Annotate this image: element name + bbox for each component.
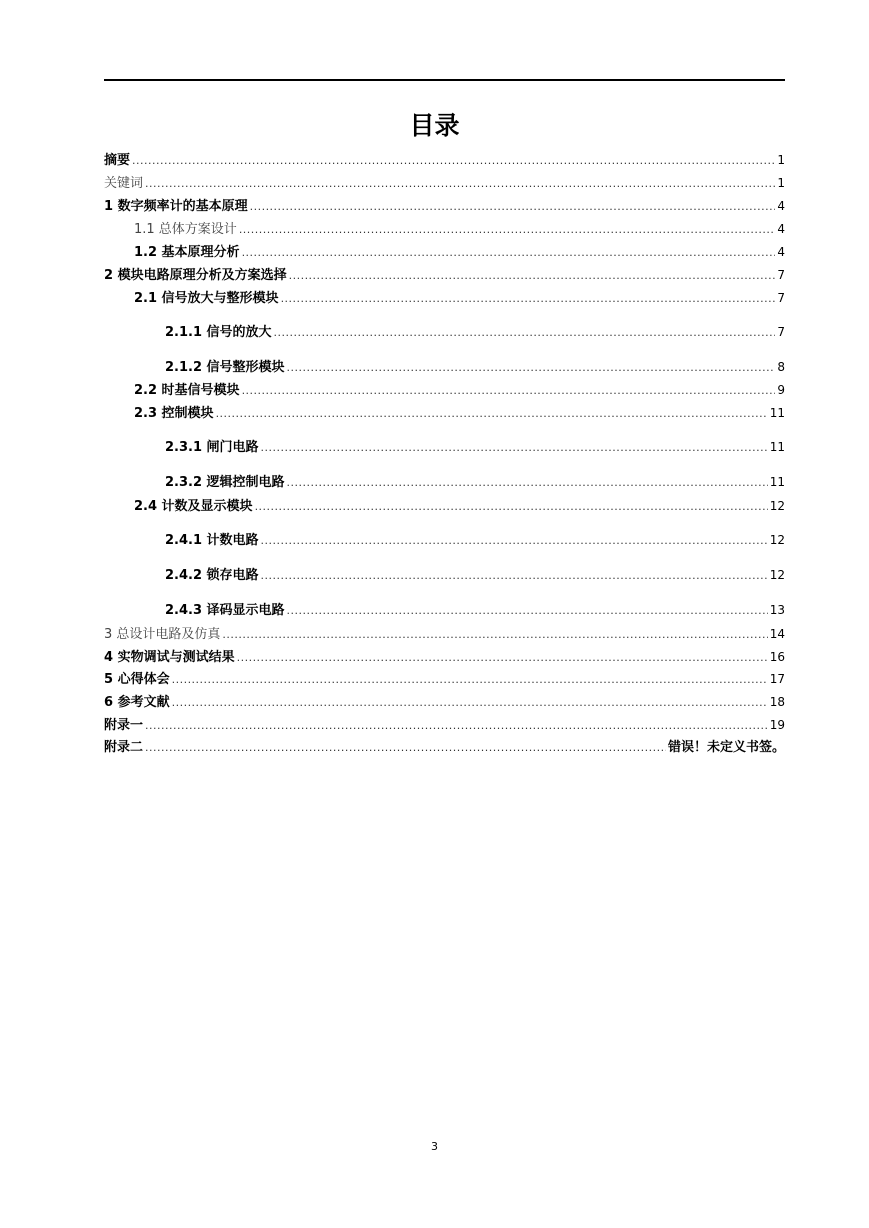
toc-leader-dots xyxy=(172,694,768,712)
toc-entry-page: 1 xyxy=(777,153,785,167)
toc-entry-label: 附录二 xyxy=(104,740,144,755)
toc-entry-label: 关键词 xyxy=(104,176,144,191)
toc-entry-label: 2.1 信号放大与整形模块 xyxy=(134,291,279,306)
toc-leader-dots xyxy=(255,498,768,516)
toc-entry-label: 2.1.1 信号的放大 xyxy=(165,325,272,340)
toc-entry-2-3[interactable] xyxy=(134,404,785,423)
toc-entry-label: 6 参考文献 xyxy=(104,695,170,710)
toc-entry-2-1[interactable] xyxy=(134,289,785,308)
toc-entry-label: 2 模块电路原理分析及方案选择 xyxy=(104,268,287,283)
toc-leader-dots xyxy=(242,244,776,262)
toc-leader-dots xyxy=(261,567,768,585)
toc-leader-dots xyxy=(145,717,768,735)
toc-entry-page: 9 xyxy=(777,383,785,397)
toc-entry-label: 2.4.1 计数电路 xyxy=(165,533,259,548)
toc-entry-2-3-2[interactable] xyxy=(165,473,785,492)
toc-entry-page: 11 xyxy=(769,475,785,489)
toc-entry-page: 4 xyxy=(777,245,785,259)
toc-entry-label: 2.2 时基信号模块 xyxy=(134,383,240,398)
toc-entry-ch2[interactable] xyxy=(104,266,785,285)
toc-entry-2-4[interactable] xyxy=(134,497,785,516)
toc-entry-page: 4 xyxy=(777,199,785,213)
header-rule xyxy=(104,79,785,81)
toc-entry-page: 14 xyxy=(769,627,785,641)
toc-entry-label: 3 总设计电路及仿真 xyxy=(104,627,221,642)
toc-entry-page: 11 xyxy=(769,406,785,420)
toc-entry-label: 2.4.3 译码显示电路 xyxy=(165,603,285,618)
toc-entry-label: 附录一 xyxy=(104,718,144,733)
toc-entry-2-4-3[interactable] xyxy=(165,601,785,620)
toc-entry-page: 7 xyxy=(777,291,785,305)
toc-entry-page: 8 xyxy=(777,360,785,374)
toc-entry-page: 7 xyxy=(777,325,785,339)
toc-entry-page: 1 xyxy=(777,176,785,190)
toc-entry-page: 12 xyxy=(769,533,785,547)
toc-entry-page: 16 xyxy=(769,650,785,664)
toc-entry-page: 12 xyxy=(769,568,785,582)
toc-entry-2-3-1[interactable] xyxy=(165,438,785,457)
toc-entry-label: 2.3.1 闸门电路 xyxy=(165,440,259,455)
toc-entry-label: 2.3.2 逻辑控制电路 xyxy=(165,475,285,490)
toc-leader-dots xyxy=(287,602,768,620)
toc-entry-appendix-1[interactable] xyxy=(104,716,785,735)
toc-leader-dots xyxy=(239,221,776,239)
toc-entry-ch4[interactable] xyxy=(104,648,785,667)
toc-entry-label: 摘要 xyxy=(104,153,131,168)
toc-entry-label: 1.2 基本原理分析 xyxy=(134,245,240,260)
toc-entry-page: 19 xyxy=(769,718,785,732)
toc-entry-page: 17 xyxy=(769,672,785,686)
toc-entry-label: 2.1.2 信号整形模块 xyxy=(165,360,285,375)
toc-entry-abstract[interactable] xyxy=(104,151,785,170)
toc-leader-dots xyxy=(289,267,776,285)
toc-entry-2-1-2[interactable] xyxy=(165,358,785,377)
toc-entry-ch1[interactable] xyxy=(104,197,785,216)
toc-entry-page: 12 xyxy=(769,499,785,513)
toc-entry-2-1-1[interactable] xyxy=(165,323,785,342)
toc-entry-ch3[interactable] xyxy=(104,625,785,644)
toc-entry-page: 18 xyxy=(769,695,785,709)
toc-entry-page-error: 错误！未定义书签。 xyxy=(667,740,785,755)
toc-leader-dots xyxy=(222,626,767,644)
toc-entry-label: 5 心得体会 xyxy=(104,672,170,687)
toc-leader-dots xyxy=(281,290,776,308)
toc-leader-dots xyxy=(287,359,776,377)
toc-entry-2-4-2[interactable] xyxy=(165,566,785,585)
toc-leader-dots xyxy=(145,175,775,193)
toc-entry-page: 7 xyxy=(777,268,785,282)
toc-entry-ch5[interactable] xyxy=(104,670,785,689)
toc-leader-dots xyxy=(132,152,775,170)
toc-entry-label: 1 数字频率计的基本原理 xyxy=(104,199,248,214)
page-number: 3 xyxy=(431,1140,438,1153)
toc-leader-dots xyxy=(242,382,776,400)
toc-leader-dots xyxy=(261,532,768,550)
toc-entry-keywords[interactable] xyxy=(104,174,785,193)
toc-entry-label: 2.4.2 锁存电路 xyxy=(165,568,259,583)
toc-leader-dots xyxy=(261,439,768,457)
toc-entry-page: 4 xyxy=(777,222,785,236)
toc-leader-dots xyxy=(274,324,776,342)
toc-entry-1-2[interactable] xyxy=(134,243,785,262)
toc-entry-page: 11 xyxy=(769,440,785,454)
toc-entry-label: 2.3 控制模块 xyxy=(134,406,214,421)
toc-title: 目录 xyxy=(409,111,460,140)
toc-leader-dots xyxy=(172,671,768,689)
toc-entry-label: 1.1 总体方案设计 xyxy=(134,222,237,237)
toc-entry-ch6[interactable] xyxy=(104,693,785,712)
toc-entry-2-2[interactable] xyxy=(134,381,785,400)
toc-entry-1-1[interactable] xyxy=(134,220,785,239)
toc-leader-dots xyxy=(237,649,768,667)
toc-leader-dots xyxy=(250,198,776,216)
toc-leader-dots xyxy=(216,405,768,423)
toc-entry-label: 2.4 计数及显示模块 xyxy=(134,499,253,514)
toc-entry-2-4-1[interactable] xyxy=(165,531,785,550)
toc-leader-dots xyxy=(287,474,768,492)
toc-entry-page: 13 xyxy=(769,603,785,617)
toc-entry-label: 4 实物调试与测试结果 xyxy=(104,650,235,665)
toc-leader-dots xyxy=(145,739,666,757)
toc-entry-appendix-2[interactable] xyxy=(104,739,785,757)
